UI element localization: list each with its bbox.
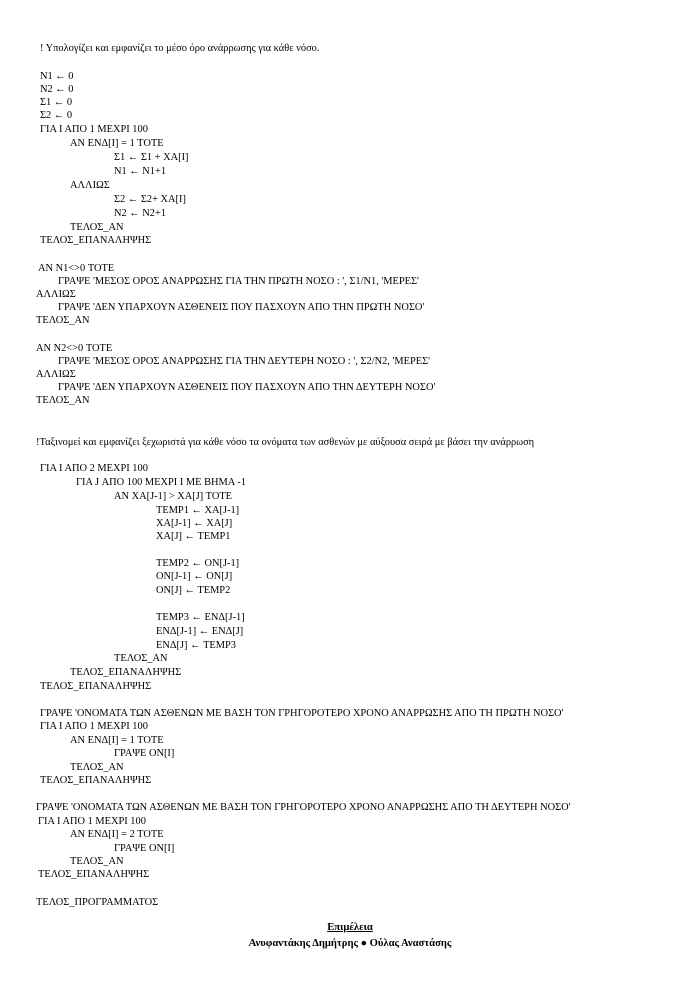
credits-label: Επιμέλεια bbox=[327, 922, 373, 933]
code-line: TEMP1 ← ΧΑ[J-1] bbox=[156, 505, 240, 516]
code-line: ΓΡΑΨΕ 'ΟΝΟΜΑΤΑ ΤΩΝ ΑΣΘΕΝΩΝ ΜΕ ΒΑΣΗ ΤΟΝ ΓΡΗΓΟΡΟΤΕΡΟ ΧΡΟΝΟ ΑΝΑΡΡΩΣΗΣ ΑΠΟ ΤΗ ΠΡΩΤΗ ΝΟΣΟ' bbox=[40, 708, 564, 719]
code-line: ΧΑ[J] ← TEMP1 bbox=[156, 531, 231, 542]
code-line: N2 ← N2+1 bbox=[114, 208, 167, 219]
code-line: N1 ← 0 bbox=[40, 71, 74, 82]
code-line: ΑΝ N2<>0 ΤΟΤΕ bbox=[36, 343, 113, 354]
comment-sort: !Ταξινομεί και εμφανίζει ξεχωριστά για κάθε νόσο τα ονόματα των ασθενών με αύξουσα σειρά με βάσει την ανάρρωση bbox=[36, 437, 535, 448]
code-line: TEMP2 ← ON[J-1] bbox=[156, 558, 240, 569]
code-line: ΓΙΑ Ι ΑΠΟ 1 ΜΕΧΡΙ 100 bbox=[38, 816, 146, 827]
code-line: ΓΙΑ Ι ΑΠΟ 1 ΜΕΧΡΙ 100 bbox=[40, 124, 148, 135]
code-line: ΤΕΛΟΣ_ΑΝ bbox=[36, 395, 90, 406]
code-line: ΑΝ ΕΝΔ[Ι] = 1 ΤΟΤΕ bbox=[70, 138, 164, 149]
code-line: ΓΙΑ J ΑΠΟ 100 ΜΕΧΡΙ Ι ΜΕ ΒΗΜΑ -1 bbox=[76, 477, 246, 488]
code-line: ΓΙΑ Ι ΑΠΟ 2 ΜΕΧΡΙ 100 bbox=[40, 463, 148, 474]
code-line: ΤΕΛΟΣ_ΑΝ bbox=[36, 315, 90, 326]
code-line: ΓΡΑΨΕ 'ΔΕΝ ΥΠΑΡΧΟΥΝ ΑΣΘΕΝΕΙΣ ΠΟΥ ΠΑΣΧΟΥΝ ΑΠΟ ΤΗΝ ΔΕΥΤΕΡΗ ΝΟΣΟ' bbox=[58, 382, 436, 393]
code-line: N1 ← N1+1 bbox=[114, 166, 167, 177]
code-line: ΕΝΔ[J] ← TEMP3 bbox=[156, 640, 236, 651]
code-line: ΑΛΛΙΩΣ bbox=[70, 180, 110, 191]
code-line: ΓΡΑΨΕ 'ΔΕΝ ΥΠΑΡΧΟΥΝ ΑΣΘΕΝΕΙΣ ΠΟΥ ΠΑΣΧΟΥΝ ΑΠΟ ΤΗΝ ΠΡΩΤΗ ΝΟΣΟ' bbox=[58, 302, 425, 313]
code-line: N2 ← 0 bbox=[40, 84, 74, 95]
code-line: ON[J-1] ← ON[J] bbox=[156, 571, 233, 582]
code-line: ΤΕΛΟΣ_ΕΠΑΝΑΛΗΨΗΣ bbox=[70, 667, 182, 678]
code-line: ΓΡΑΨΕ 'ΟΝΟΜΑΤΑ ΤΩΝ ΑΣΘΕΝΩΝ ΜΕ ΒΑΣΗ ΤΟΝ ΓΡΗΓΟΡΟΤΕΡΟ ΧΡΟΝΟ ΑΝΑΡΡΩΣΗΣ ΑΠΟ ΤΗ ΔΕΥΤΕΡΗ ΝΟΣΟ' bbox=[36, 802, 571, 813]
code-line: ΑΝ N1<>0 ΤΟΤΕ bbox=[38, 263, 115, 274]
code-line: Σ2 ← Σ2+ ΧΑ[Ι] bbox=[114, 194, 186, 205]
code-line: ΤΕΛΟΣ_ΑΝ bbox=[70, 762, 124, 773]
comment-average: ! Υπολογίζει και εμφανίζει το μέσο όρο ανάρρωσης για κάθε νόσο. bbox=[40, 43, 320, 54]
code-line: ΑΝ ΕΝΔ[Ι] = 2 ΤΟΤΕ bbox=[70, 829, 164, 840]
code-line: ΓΡΑΨΕ ON[Ι] bbox=[114, 843, 175, 854]
code-line: TEMP3 ← ΕΝΔ[J-1] bbox=[156, 612, 245, 623]
code-line: ΤΕΛΟΣ_ΕΠΑΝΑΛΗΨΗΣ bbox=[40, 775, 152, 786]
code-line: ΤΕΛΟΣ_ΑΝ bbox=[70, 222, 124, 233]
code-line: ΑΝ ΧΑ[J-1] > ΧΑ[J] ΤΟΤΕ bbox=[114, 491, 233, 502]
code-line: ON[J] ← TEMP2 bbox=[156, 585, 231, 596]
code-line: ΤΕΛΟΣ_ΑΝ bbox=[70, 856, 124, 867]
code-line: ΓΡΑΨΕ 'ΜΕΣΟΣ ΟΡΟΣ ΑΝΑΡΡΩΣΗΣ ΓΙΑ ΤΗΝ ΠΡΩΤΗ ΝΟΣΟ : ', Σ1/N1, 'ΜΕΡΕΣ' bbox=[58, 276, 419, 287]
credits-authors: Ανυφαντάκης Δημήτρης ● Ούλας Αναστάσης bbox=[248, 938, 452, 949]
code-line: ΑΛΛΙΩΣ bbox=[36, 289, 76, 300]
code-line: ΓΡΑΨΕ 'ΜΕΣΟΣ ΟΡΟΣ ΑΝΑΡΡΩΣΗΣ ΓΙΑ ΤΗΝ ΔΕΥΤΕΡΗ ΝΟΣΟ : ', Σ2/N2, 'ΜΕΡΕΣ' bbox=[58, 356, 430, 367]
code-line: ΧΑ[J-1] ← ΧΑ[J] bbox=[156, 518, 233, 529]
code-line: Σ1 ← Σ1 + ΧΑ[Ι] bbox=[114, 152, 189, 163]
code-line: ΑΝ ΕΝΔ[Ι] = 1 ΤΟΤΕ bbox=[70, 735, 164, 746]
end-program: ΤΕΛΟΣ_ΠΡΟΓΡΑΜΜΑΤΟΣ bbox=[36, 897, 159, 908]
code-line: Σ1 ← 0 bbox=[40, 97, 73, 108]
code-line: Σ2 ← 0 bbox=[40, 110, 73, 121]
code-line: ΓΡΑΨΕ ON[Ι] bbox=[114, 748, 175, 759]
code-line: ΤΕΛΟΣ_ΕΠΑΝΑΛΗΨΗΣ bbox=[38, 869, 150, 880]
code-line: ΕΝΔ[J-1] ← ΕΝΔ[J] bbox=[156, 626, 244, 637]
code-line: ΤΕΛΟΣ_ΕΠΑΝΑΛΗΨΗΣ bbox=[40, 681, 152, 692]
code-line: ΑΛΛΙΩΣ bbox=[36, 369, 76, 380]
code-line: ΤΕΛΟΣ_ΕΠΑΝΑΛΗΨΗΣ bbox=[40, 235, 152, 246]
code-line: ΤΕΛΟΣ_ΑΝ bbox=[114, 653, 168, 664]
code-line: ΓΙΑ Ι ΑΠΟ 1 ΜΕΧΡΙ 100 bbox=[40, 721, 148, 732]
